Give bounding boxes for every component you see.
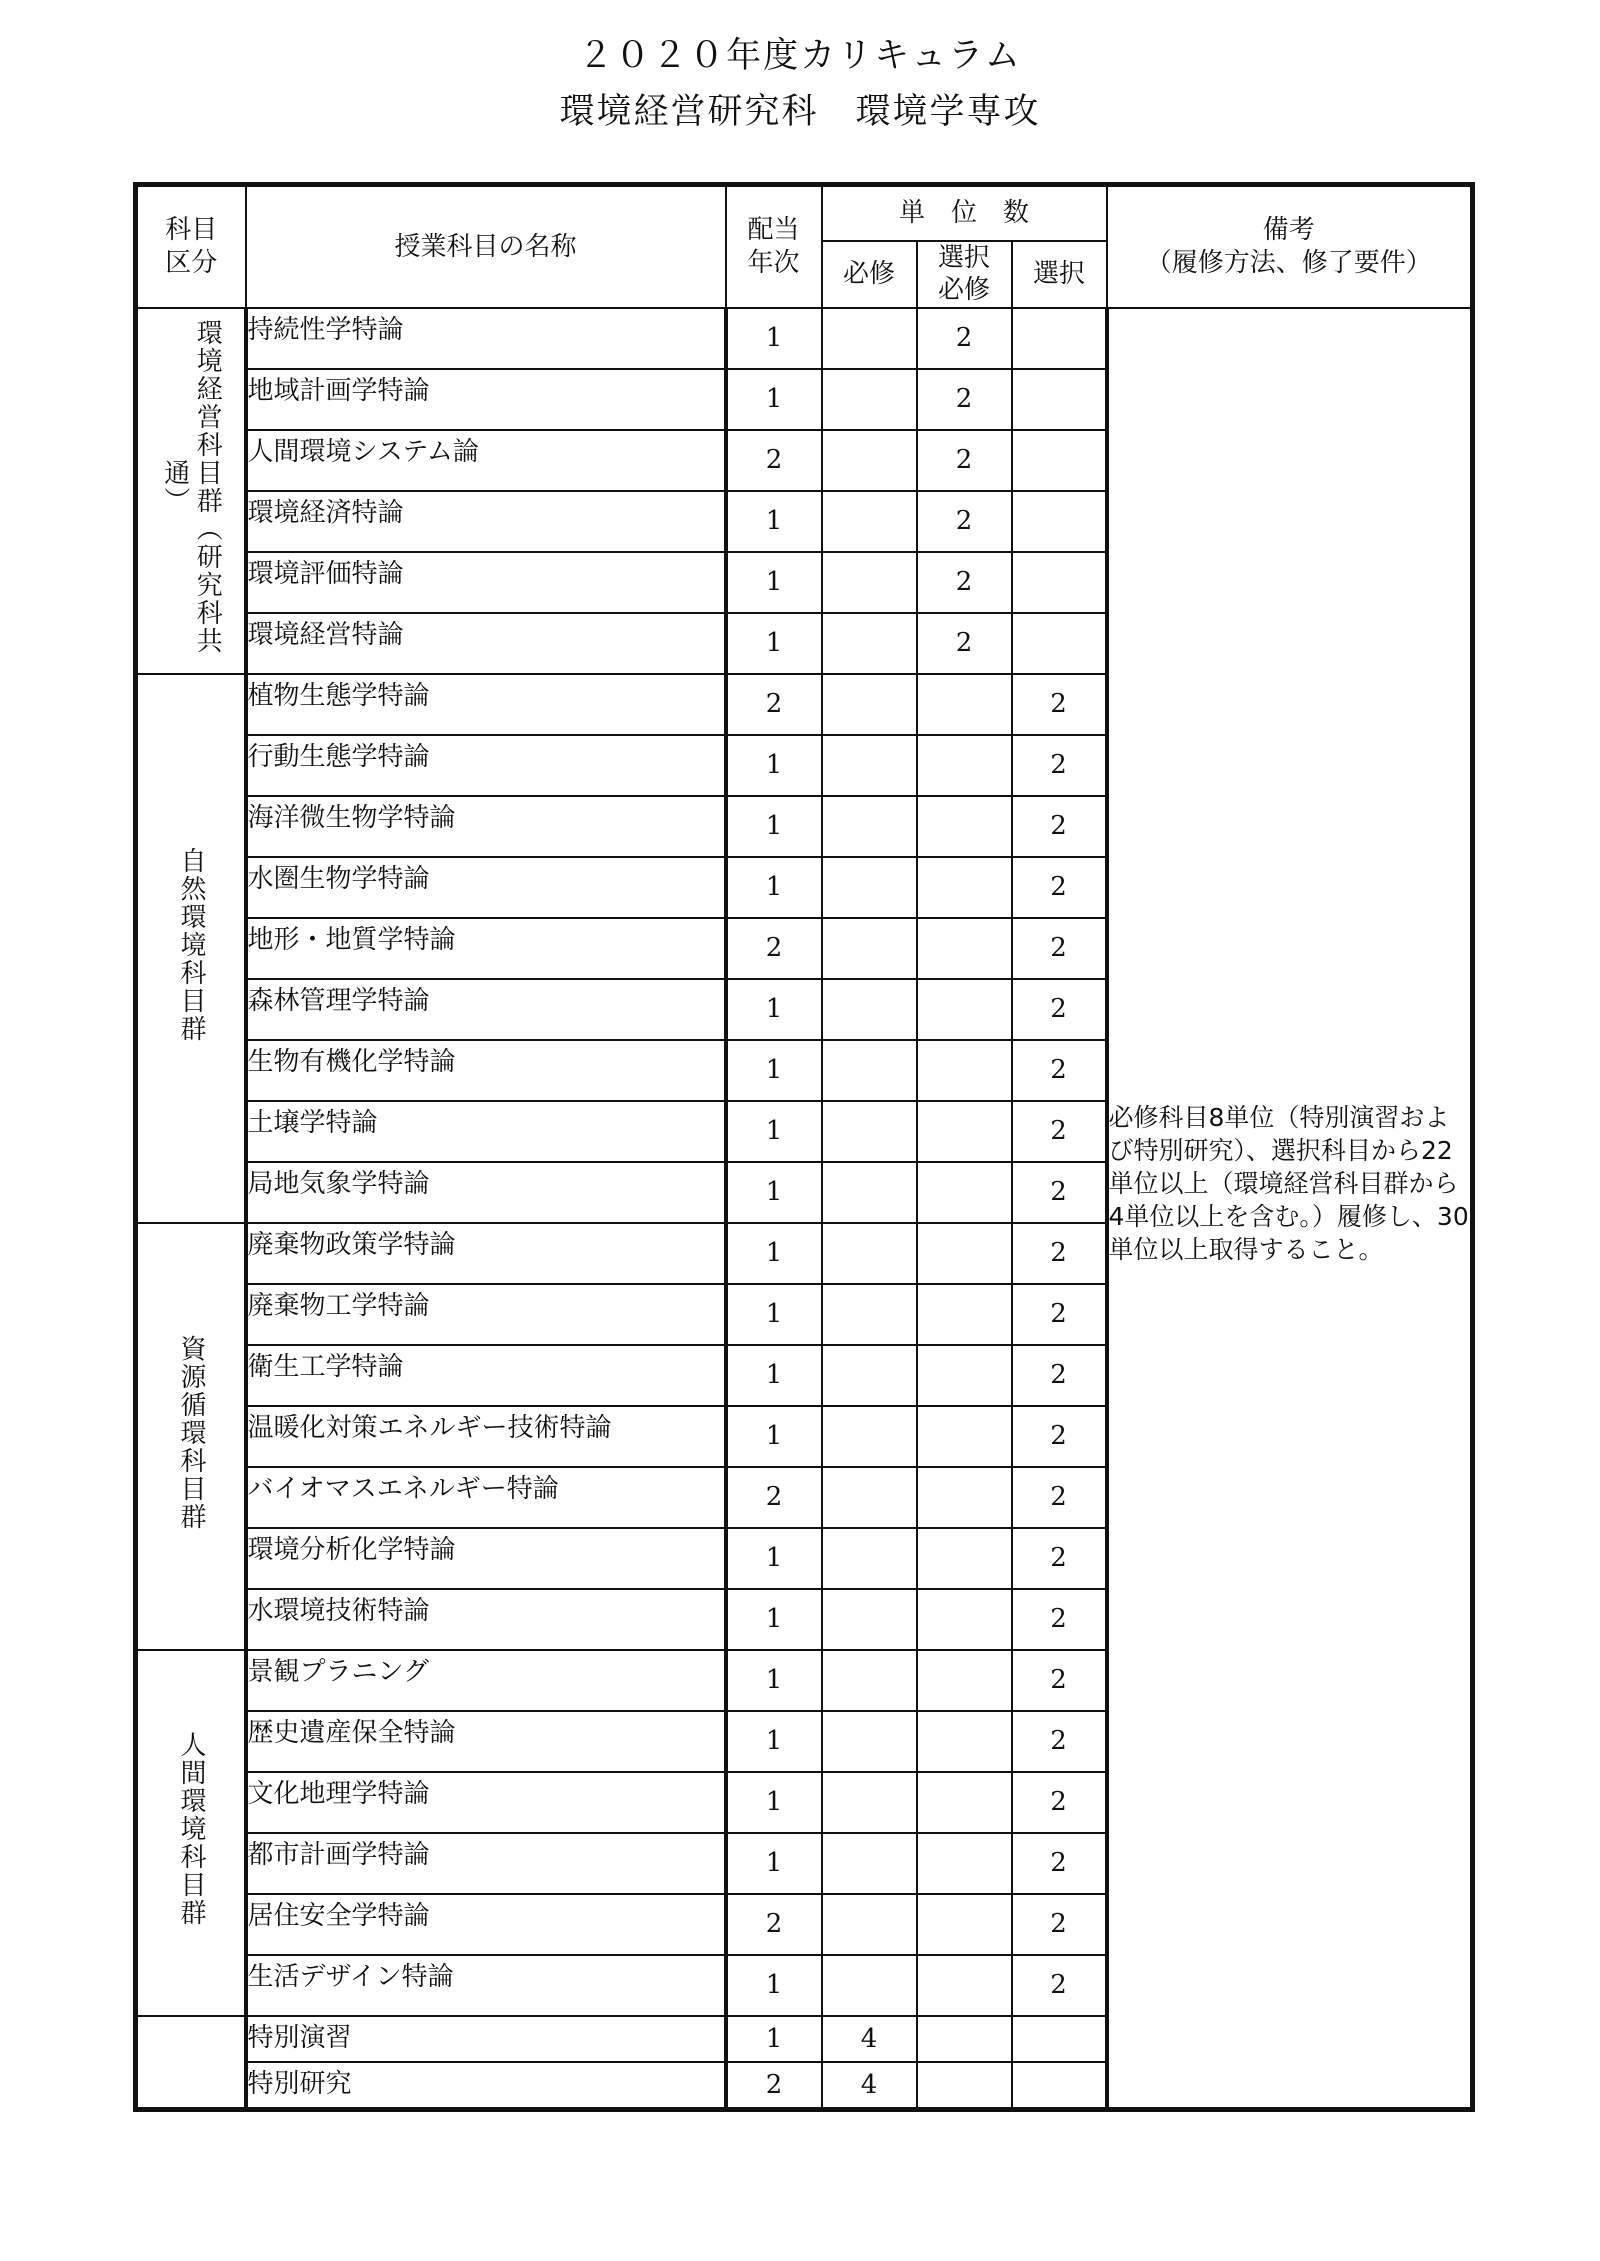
required-credits	[822, 1284, 917, 1345]
elective-required-credits	[917, 1589, 1012, 1650]
elective-credits: 2	[1012, 1223, 1107, 1284]
required-credits	[822, 1711, 917, 1772]
year-cell: 2	[726, 1894, 822, 1955]
elective-required-credits	[917, 1528, 1012, 1589]
course-name: 地形・地質学特論	[246, 918, 726, 979]
year-cell: 1	[726, 491, 822, 552]
year-cell: 1	[726, 1528, 822, 1589]
year-cell: 1	[726, 979, 822, 1040]
required-credits	[822, 613, 917, 674]
elective-credits	[1012, 308, 1107, 369]
year-cell: 1	[726, 1345, 822, 1406]
elective-credits	[1012, 2016, 1107, 2062]
elective-required-credits	[917, 1101, 1012, 1162]
elective-required-credits	[917, 1894, 1012, 1955]
required-credits	[822, 1894, 917, 1955]
header-credits: 単 位 数	[822, 185, 1107, 241]
elective-credits: 2	[1012, 735, 1107, 796]
elective-credits: 2	[1012, 1589, 1107, 1650]
course-name: 環境経済特論	[246, 491, 726, 552]
year-cell: 1	[726, 796, 822, 857]
course-name: 特別研究	[246, 2062, 726, 2110]
curriculum-table	[133, 182, 1475, 2112]
elective-required-credits	[917, 1833, 1012, 1894]
year-cell: 1	[726, 1223, 822, 1284]
elective-required-credits	[917, 1040, 1012, 1101]
header-elective-required: 選択 必修	[917, 241, 1012, 308]
course-name: 地域計画学特論	[246, 369, 726, 430]
elective-required-credits	[917, 1650, 1012, 1711]
course-name: バイオマスエネルギー特論	[246, 1467, 726, 1528]
required-credits	[822, 1162, 917, 1223]
elective-credits: 2	[1012, 979, 1107, 1040]
year-cell: 1	[726, 2016, 822, 2062]
category-cell	[136, 1650, 246, 2016]
elective-required-credits	[917, 796, 1012, 857]
year-cell: 1	[726, 1772, 822, 1833]
remarks-text: 必修科目8単位（特別演習および特別研究）、選択科目から22単位以上（環境経営科目群から4単位以上を含む。）履修し、30単位以上取得すること。	[1108, 1102, 1469, 1264]
header-course-name: 授業科目の名称	[246, 185, 726, 308]
course-name: 環境分析化学特論	[246, 1528, 726, 1589]
header-elective: 選択	[1012, 241, 1107, 308]
elective-credits: 2	[1012, 674, 1107, 735]
course-name: 文化地理学特論	[246, 1772, 726, 1833]
course-name: 森林管理学特論	[246, 979, 726, 1040]
elective-credits: 2	[1012, 857, 1107, 918]
year-cell: 1	[726, 1589, 822, 1650]
elective-credits	[1012, 369, 1107, 430]
category-cell	[136, 2016, 246, 2110]
course-name: 歴史遺産保全特論	[246, 1711, 726, 1772]
course-name: 都市計画学特論	[246, 1833, 726, 1894]
elective-credits	[1012, 613, 1107, 674]
elective-credits: 2	[1012, 1162, 1107, 1223]
course-name: 生活デザイン特論	[246, 1955, 726, 2016]
elective-required-credits	[917, 918, 1012, 979]
course-name: 廃棄物工学特論	[246, 1284, 726, 1345]
elective-credits: 2	[1012, 1528, 1107, 1589]
table-row	[136, 308, 1473, 369]
elective-required-credits	[917, 1955, 1012, 2016]
elective-credits: 2	[1012, 1101, 1107, 1162]
year-cell: 1	[726, 857, 822, 918]
year-cell: 1	[726, 1406, 822, 1467]
header-required: 必修	[822, 241, 917, 308]
required-credits	[822, 1467, 917, 1528]
year-cell: 1	[726, 1101, 822, 1162]
required-credits	[822, 430, 917, 491]
required-credits: 4	[822, 2016, 917, 2062]
required-credits	[822, 1345, 917, 1406]
year-cell: 1	[726, 369, 822, 430]
year-cell: 1	[726, 1955, 822, 2016]
elective-credits	[1012, 430, 1107, 491]
course-name: 人間環境システム論	[246, 430, 726, 491]
elective-required-credits	[917, 1223, 1012, 1284]
elective-credits: 2	[1012, 1650, 1107, 1711]
category-label: 自然環境科目群	[176, 846, 206, 1043]
required-credits	[822, 918, 917, 979]
required-credits	[822, 1223, 917, 1284]
category-label: 環境経営科目群（研究科共通）	[159, 319, 223, 655]
required-credits	[822, 1101, 917, 1162]
category-label: 資源循環科目群	[176, 1334, 206, 1531]
course-name: 生物有機化学特論	[246, 1040, 726, 1101]
header-category: 科目 区分	[136, 185, 246, 308]
required-credits	[822, 1040, 917, 1101]
page-subtitle: 環境経営研究科 環境学専攻	[559, 92, 1041, 132]
required-credits	[822, 1650, 917, 1711]
course-name: 局地気象学特論	[246, 1162, 726, 1223]
year-cell: 2	[726, 430, 822, 491]
remarks-cell	[1107, 308, 1473, 2110]
required-credits	[822, 1772, 917, 1833]
elective-required-credits	[917, 1467, 1012, 1528]
year-cell: 1	[726, 552, 822, 613]
course-name: 持続性学特論	[246, 308, 726, 369]
required-credits	[822, 796, 917, 857]
elective-credits: 2	[1012, 1772, 1107, 1833]
header-year: 配当 年次	[726, 185, 822, 308]
year-cell: 1	[726, 1833, 822, 1894]
elective-required-credits	[917, 1284, 1012, 1345]
required-credits	[822, 1406, 917, 1467]
course-name: 温暖化対策エネルギー技術特論	[246, 1406, 726, 1467]
course-name: 衛生工学特論	[246, 1345, 726, 1406]
elective-credits: 2	[1012, 1711, 1107, 1772]
elective-credits: 2	[1012, 1040, 1107, 1101]
elective-credits: 2	[1012, 1955, 1107, 2016]
elective-required-credits	[917, 1406, 1012, 1467]
elective-credits	[1012, 552, 1107, 613]
required-credits	[822, 369, 917, 430]
elective-required-credits: 2	[917, 613, 1012, 674]
course-name: 景観プラニング	[246, 1650, 726, 1711]
elective-credits: 2	[1012, 1345, 1107, 1406]
year-cell: 2	[726, 2062, 822, 2110]
year-cell: 1	[726, 613, 822, 674]
page-title: ２０２０年度カリキュラム	[578, 36, 1022, 76]
header-remarks: 備考 （履修方法、修了要件）	[1107, 185, 1473, 308]
course-name: 行動生態学特論	[246, 735, 726, 796]
year-cell: 2	[726, 1467, 822, 1528]
year-cell: 2	[726, 918, 822, 979]
category-cell	[136, 1223, 246, 1650]
elective-required-credits	[917, 735, 1012, 796]
elective-required-credits: 2	[917, 491, 1012, 552]
elective-required-credits: 2	[917, 430, 1012, 491]
elective-required-credits	[917, 1711, 1012, 1772]
required-credits	[822, 491, 917, 552]
required-credits	[822, 735, 917, 796]
course-name: 特別演習	[246, 2016, 726, 2062]
elective-credits: 2	[1012, 1833, 1107, 1894]
elective-credits: 2	[1012, 1284, 1107, 1345]
course-name: 土壌学特論	[246, 1101, 726, 1162]
required-credits	[822, 552, 917, 613]
elective-required-credits: 2	[917, 552, 1012, 613]
required-credits	[822, 1955, 917, 2016]
course-name: 環境評価特論	[246, 552, 726, 613]
year-cell: 1	[726, 735, 822, 796]
required-credits	[822, 979, 917, 1040]
course-name: 水環境技術特論	[246, 1589, 726, 1650]
course-name: 居住安全学特論	[246, 1894, 726, 1955]
category-cell	[136, 674, 246, 1223]
elective-required-credits	[917, 2062, 1012, 2110]
elective-required-credits	[917, 857, 1012, 918]
course-name: 水圏生物学特論	[246, 857, 726, 918]
year-cell: 1	[726, 1650, 822, 1711]
category-label: 人間環境科目群	[176, 1731, 206, 1927]
category-cell	[136, 308, 246, 674]
elective-required-credits	[917, 674, 1012, 735]
required-credits	[822, 857, 917, 918]
required-credits	[822, 1833, 917, 1894]
elective-credits	[1012, 2062, 1107, 2110]
year-cell: 1	[726, 308, 822, 369]
year-cell: 1	[726, 1040, 822, 1101]
course-name: 植物生態学特論	[246, 674, 726, 735]
year-cell: 1	[726, 1284, 822, 1345]
elective-required-credits	[917, 1772, 1012, 1833]
required-credits	[822, 1589, 917, 1650]
elective-required-credits	[917, 1345, 1012, 1406]
required-credits	[822, 308, 917, 369]
elective-required-credits	[917, 979, 1012, 1040]
elective-required-credits: 2	[917, 369, 1012, 430]
elective-credits: 2	[1012, 1467, 1107, 1528]
elective-credits: 2	[1012, 1406, 1107, 1467]
elective-required-credits	[917, 1162, 1012, 1223]
year-cell: 1	[726, 1162, 822, 1223]
elective-credits: 2	[1012, 796, 1107, 857]
required-credits	[822, 674, 917, 735]
year-cell: 2	[726, 674, 822, 735]
elective-required-credits: 2	[917, 308, 1012, 369]
curriculum-body	[136, 308, 1473, 2110]
required-credits	[822, 1528, 917, 1589]
course-name: 廃棄物政策学特論	[246, 1223, 726, 1284]
elective-credits: 2	[1012, 1894, 1107, 1955]
elective-credits: 2	[1012, 918, 1107, 979]
year-cell: 1	[726, 1711, 822, 1772]
course-name: 環境経営特論	[246, 613, 726, 674]
elective-required-credits	[917, 2016, 1012, 2062]
required-credits: 4	[822, 2062, 917, 2110]
elective-credits	[1012, 491, 1107, 552]
course-name: 海洋微生物学特論	[246, 796, 726, 857]
